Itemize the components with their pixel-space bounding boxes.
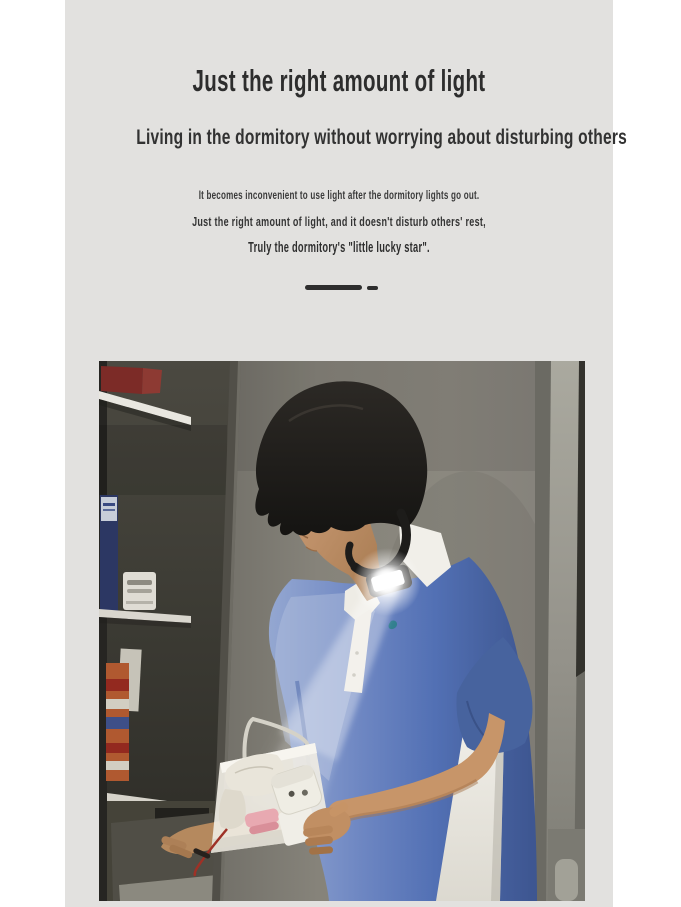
red-box [101, 366, 162, 394]
dorm-scene [99, 361, 585, 901]
content-panel [65, 0, 627, 907]
headline: Just the right amount of light [192, 63, 486, 98]
subheadline: Living in the dormitory without worrying about disturbing others [136, 126, 627, 149]
body-line-2: Just the right amount of light, and it doesn't disturb others' rest, [192, 215, 486, 229]
alarm-clock [123, 572, 156, 610]
divider-bar-long [305, 285, 362, 290]
blue-bottle [100, 495, 118, 611]
lifestyle-photo [99, 361, 585, 901]
divider-ornament [67, 285, 615, 290]
body-line-3: Truly the dormitory's "little lucky star". [248, 240, 430, 256]
wardrobe [535, 361, 585, 901]
body-line-1: It becomes inconvenient to use light after the dormitory lights go out. [198, 190, 480, 202]
divider-bar-short [367, 286, 378, 290]
